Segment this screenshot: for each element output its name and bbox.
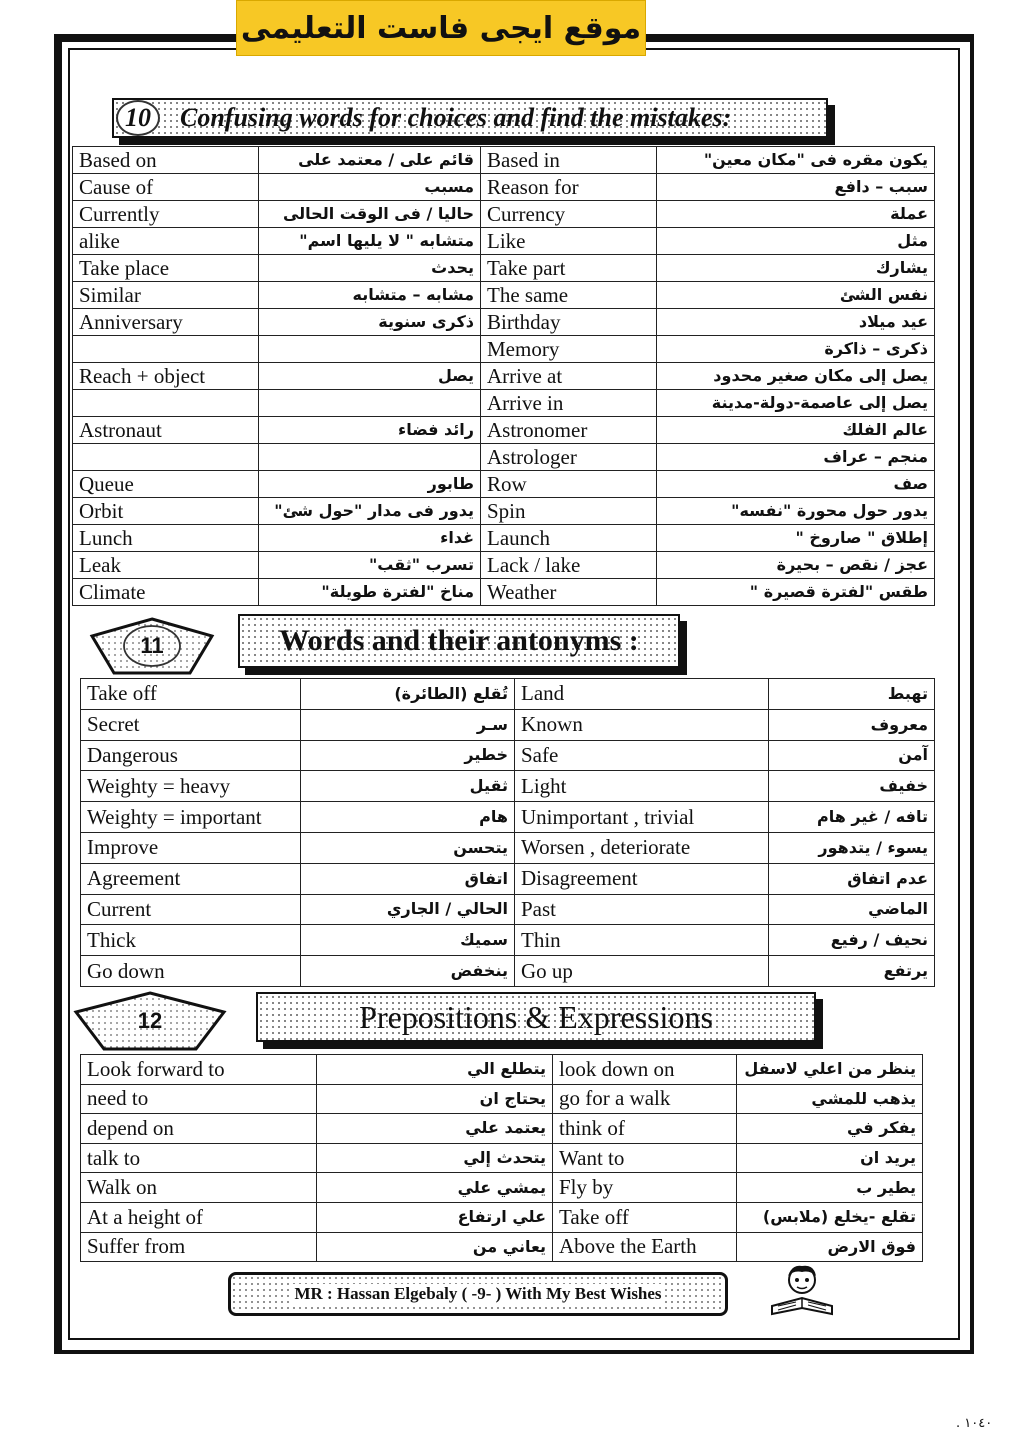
english-term: Similar (73, 282, 259, 309)
antonyms-row (81, 740, 935, 771)
arabic-meaning: يذهب للمشي (737, 1084, 923, 1114)
english-term: talk to (81, 1143, 317, 1173)
antonyms-row (81, 863, 935, 894)
arabic-meaning: خطير (301, 740, 515, 771)
confusing-words-table (72, 146, 935, 606)
arabic-meaning: اتفاق (301, 863, 515, 894)
arabic-meaning: ذكرى – ذاكرة (657, 336, 935, 363)
english-term: Astrologer (481, 444, 657, 471)
arabic-meaning: يطير ب (737, 1173, 923, 1203)
antonyms-row (81, 894, 935, 925)
arabic-meaning: نحيف / رفيع (769, 925, 935, 956)
english-term: The same (481, 282, 657, 309)
section-10-number: 10 (116, 100, 160, 136)
arabic-meaning: نفس الشئ (657, 282, 935, 309)
english-term: Unimportant , trivial (515, 802, 769, 833)
section-12-title: Prepositions & Expressions (359, 998, 713, 1035)
confusing-words-row (73, 417, 935, 444)
english-term (73, 336, 259, 363)
english-term: Go up (515, 956, 769, 987)
english-term: Currency (481, 201, 657, 228)
antonyms-row (81, 956, 935, 987)
english-term: Light (515, 771, 769, 802)
english-term: Take off (81, 679, 301, 710)
arabic-meaning: مشابه – متشابه (259, 282, 481, 309)
confusing-words-row (73, 444, 935, 471)
prepositions-row (81, 1114, 923, 1144)
arabic-meaning: عجز / نقص – بحيرة (657, 552, 935, 579)
antonyms-row (81, 802, 935, 833)
section-10-title: Confusing words for choices and find the mistakes: (180, 103, 732, 132)
english-term: Disagreement (515, 863, 769, 894)
arabic-meaning: آمن (769, 740, 935, 771)
section-11-title: Words and their antonyms : (279, 624, 639, 657)
english-term: Queue (73, 471, 259, 498)
antonyms-row (81, 679, 935, 710)
arabic-meaning: تسرب "ثقب" (259, 552, 481, 579)
english-term: Above the Earth (553, 1232, 737, 1262)
arabic-meaning: يعتمد علي (317, 1114, 553, 1144)
arabic-meaning: عالم الفلك (657, 417, 935, 444)
english-term: Thin (515, 925, 769, 956)
arabic-meaning: فوق الارض (737, 1232, 923, 1262)
confusing-words-row (73, 552, 935, 579)
english-term: Improve (81, 832, 301, 863)
arabic-meaning: يرتفع (769, 956, 935, 987)
english-term: Anniversary (73, 309, 259, 336)
english-term: Orbit (73, 498, 259, 525)
arabic-meaning: تافه / غير هام (769, 802, 935, 833)
english-term: Thick (81, 925, 301, 956)
english-term: Memory (481, 336, 657, 363)
arabic-meaning: ينخفض (301, 956, 515, 987)
arabic-meaning: يشارك (657, 255, 935, 282)
confusing-words-row (73, 579, 935, 606)
prepositions-row (81, 1143, 923, 1173)
site-banner-title: موقع ايجى فاست التعليمى (240, 10, 642, 46)
arabic-meaning: مسبب (259, 174, 481, 201)
section-11-header (238, 614, 680, 668)
prepositions-row (81, 1173, 923, 1203)
english-term: need to (81, 1084, 317, 1114)
confusing-words-row (73, 390, 935, 417)
arabic-meaning: مناخ "لفترة طويلة" (259, 579, 481, 606)
arabic-meaning: الحالي / الجاري (301, 894, 515, 925)
arabic-meaning: يسوء / يتدهور (769, 832, 935, 863)
english-term: Current (81, 894, 301, 925)
arabic-meaning: قائم على / معتمد على (259, 147, 481, 174)
arabic-meaning: يتطلع الي (317, 1055, 553, 1085)
english-term: Leak (73, 552, 259, 579)
english-term: Weather (481, 579, 657, 606)
prepositions-row (81, 1202, 923, 1232)
english-term: Look forward to (81, 1055, 317, 1085)
english-term: Agreement (81, 863, 301, 894)
english-term: Reason for (481, 174, 657, 201)
arabic-meaning: علي ارتفاع (317, 1202, 553, 1232)
english-term: Known (515, 709, 769, 740)
arabic-meaning: رائد فضاء (259, 417, 481, 444)
arabic-meaning: تُقلع (الطائرة) (301, 679, 515, 710)
english-term: Row (481, 471, 657, 498)
english-term: Worsen , deteriorate (515, 832, 769, 863)
prepositions-row (81, 1232, 923, 1262)
english-term: Like (481, 228, 657, 255)
arabic-meaning: يصل إلى مكان صغير محدود (657, 363, 935, 390)
english-term: Fly by (553, 1173, 737, 1203)
arabic-meaning: خفيف (769, 771, 935, 802)
arabic-meaning: سميك (301, 925, 515, 956)
english-term: Spin (481, 498, 657, 525)
antonyms-row (81, 925, 935, 956)
confusing-words-row (73, 336, 935, 363)
english-term: Take off (553, 1202, 737, 1232)
site-banner (236, 0, 646, 56)
english-term: alike (73, 228, 259, 255)
english-term: Dangerous (81, 740, 301, 771)
arabic-meaning (259, 444, 481, 471)
english-term: Reach + object (73, 363, 259, 390)
arabic-meaning: يتحسن (301, 832, 515, 863)
english-term: think of (553, 1114, 737, 1144)
english-term: At a height of (81, 1202, 317, 1232)
section-10-header (112, 98, 828, 138)
arabic-meaning: متشابه " لا يليها اسم" (259, 228, 481, 255)
prepositions-table (80, 1054, 923, 1262)
page-code: ١٠٤٠ . (956, 1416, 993, 1431)
english-term: Suffer from (81, 1232, 317, 1262)
footer-text: MR : Hassan Elgebaly ( -9- ) With My Best Wishes (291, 1284, 664, 1304)
english-term: Based in (481, 147, 657, 174)
confusing-words-row (73, 282, 935, 309)
arabic-meaning: يدور فى مدار "حول شئ" (259, 498, 481, 525)
english-term: Want to (553, 1143, 737, 1173)
confusing-words-row (73, 498, 935, 525)
arabic-meaning: مثل (657, 228, 935, 255)
arabic-meaning: عيد ميلاد (657, 309, 935, 336)
arabic-meaning: يمشي علي (317, 1173, 553, 1203)
arabic-meaning: ينظر من اعلي لاسفل (737, 1055, 923, 1085)
arabic-meaning: يصل (259, 363, 481, 390)
english-term (73, 390, 259, 417)
arabic-meaning: معروف (769, 709, 935, 740)
arabic-meaning: يكون مقره فى "مكان معين" (657, 147, 935, 174)
arabic-meaning: ثقيل (301, 771, 515, 802)
antonyms-table (80, 678, 935, 987)
english-term: Astronomer (481, 417, 657, 444)
confusing-words-row (73, 174, 935, 201)
english-term: Land (515, 679, 769, 710)
english-term: Take part (481, 255, 657, 282)
arabic-meaning: هام (301, 802, 515, 833)
prepositions-row (81, 1055, 923, 1085)
arabic-meaning: سـر (301, 709, 515, 740)
section-12-badge (72, 990, 228, 1052)
arabic-meaning: يحتاج ان (317, 1084, 553, 1114)
antonyms-row (81, 709, 935, 740)
arabic-meaning: يتحدث إلي (317, 1143, 553, 1173)
arabic-meaning: يريد ان (737, 1143, 923, 1173)
arabic-meaning: طابور (259, 471, 481, 498)
english-term: go for a walk (553, 1084, 737, 1114)
arabic-meaning: يفكر في (737, 1114, 923, 1144)
arabic-meaning: الماضي (769, 894, 935, 925)
english-term: Weighty = heavy (81, 771, 301, 802)
arabic-meaning: منجم – عراف (657, 444, 935, 471)
english-term (73, 444, 259, 471)
english-term: Weighty = important (81, 802, 301, 833)
english-term: Climate (73, 579, 259, 606)
confusing-words-row (73, 471, 935, 498)
confusing-words-row (73, 363, 935, 390)
english-term: Arrive at (481, 363, 657, 390)
arabic-meaning: غداء (259, 525, 481, 552)
footer-box (228, 1272, 728, 1316)
section-12-number: 12 (137, 1008, 163, 1033)
confusing-words-row (73, 525, 935, 552)
english-term: Launch (481, 525, 657, 552)
arabic-meaning: تقلع -يخلع (ملابس) (737, 1202, 923, 1232)
section-11-number: 11 (140, 633, 164, 658)
arabic-meaning (259, 390, 481, 417)
arabic-meaning: ذكرى سنوية (259, 309, 481, 336)
prepositions-row (81, 1084, 923, 1114)
arabic-meaning: عدم اتفاق (769, 863, 935, 894)
arabic-meaning: سبب – دافع (657, 174, 935, 201)
arabic-meaning: صف (657, 471, 935, 498)
english-term: Take place (73, 255, 259, 282)
arabic-meaning: عملة (657, 201, 935, 228)
confusing-words-row (73, 201, 935, 228)
english-term: depend on (81, 1114, 317, 1144)
english-term: Astronaut (73, 417, 259, 444)
section-11-badge (88, 616, 216, 676)
arabic-meaning: إطلاق " صاروخ " (657, 525, 935, 552)
arabic-meaning: يصل إلى عاصمة-دولة-مدينة (657, 390, 935, 417)
english-term: Cause of (73, 174, 259, 201)
english-term: Arrive in (481, 390, 657, 417)
reading-figure-icon (766, 1262, 838, 1320)
english-term: Past (515, 894, 769, 925)
english-term: Currently (73, 201, 259, 228)
english-term: Lunch (73, 525, 259, 552)
arabic-meaning (259, 336, 481, 363)
english-term: Lack / lake (481, 552, 657, 579)
english-term: Based on (73, 147, 259, 174)
arabic-meaning: يعاني من (317, 1232, 553, 1262)
arabic-meaning: يحدث (259, 255, 481, 282)
confusing-words-row (73, 309, 935, 336)
antonyms-row (81, 832, 935, 863)
english-term: look down on (553, 1055, 737, 1085)
arabic-meaning: حاليا / فى الوقت الحالى (259, 201, 481, 228)
antonyms-row (81, 771, 935, 802)
english-term: Safe (515, 740, 769, 771)
english-term: Walk on (81, 1173, 317, 1203)
english-term: Birthday (481, 309, 657, 336)
arabic-meaning: تهبط (769, 679, 935, 710)
confusing-words-row (73, 255, 935, 282)
section-12-header (256, 992, 816, 1042)
confusing-words-row (73, 147, 935, 174)
english-term: Secret (81, 709, 301, 740)
english-term: Go down (81, 956, 301, 987)
confusing-words-row (73, 228, 935, 255)
arabic-meaning: طقس "لفترة قصيرة " (657, 579, 935, 606)
arabic-meaning: يدور حول محورة "نفسه" (657, 498, 935, 525)
